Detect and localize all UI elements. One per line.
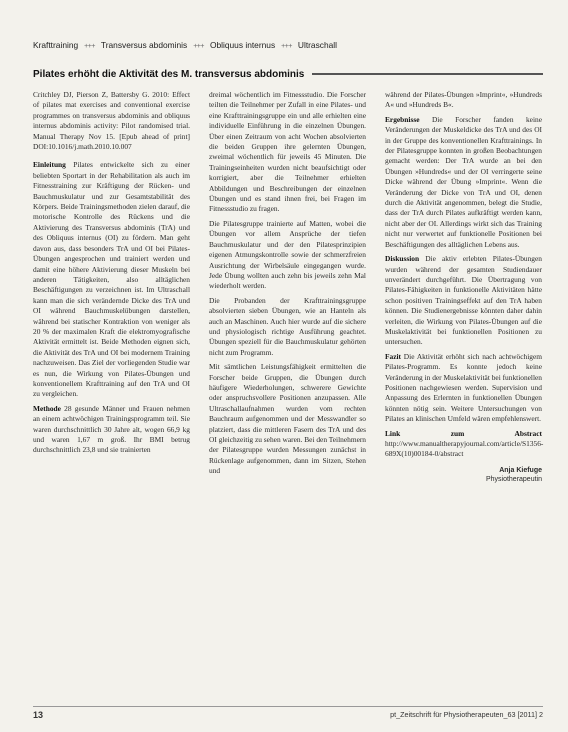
author-block xyxy=(385,466,542,484)
conclusion-text: Die Aktivität erhöht sich nach achtwöchigem Pilates-Programm. Es konnte jedoch keine Veränderung in der Muskelaktivität bei funktionellen Positionen nachgewiesen werden. Supervision und Anpassung des Erlernten in funktionellen Übungen könnten nötig sein. Weitere Untersuchungen von Pilates an klinischen Umfeld wären empfehlenswert. xyxy=(385,351,543,424)
results-paragraph xyxy=(385,115,542,250)
tag-obliquus-internus: Obliquus internus xyxy=(209,40,276,50)
paragraph: Die Pilatesgruppe trainierte auf Matten, wobei die Übungen vor allem Ansprüche der tiefen Bauchmuskulatur und der den Pilatesprinzipien eigenen Atmungskontrolle sowie der schmerzfreien Ausrichtung der Wirbelsäule eingegangen wurde. Jede Übung wollten auch zehn bis jeweils zehn Mal wiederholt werden. xyxy=(209,218,366,291)
conclusion-paragraph xyxy=(385,352,542,425)
author-role: Physiotherapeutin xyxy=(485,475,542,483)
column-3 xyxy=(385,90,542,484)
methods-text: 28 gesunde Männer und Frauen nehmen an einem achtwöchigen Trainingsprogramm teil. Sie waren durchschnittlich 30 Jahre alt, wogen 66,9 kg und waren 1,67 m groß. Ihr BMI betrug durchschnittlich 23,8 und sie trainierten xyxy=(33,403,190,455)
tag-transversus-abdominis: Transversus abdominis xyxy=(100,40,188,50)
results-heading: Ergebnisse xyxy=(385,114,420,124)
column-2 xyxy=(209,90,366,481)
author-name: Anja Kiefuge xyxy=(499,466,542,474)
tag-krafttraining: Krafttraining xyxy=(33,40,79,50)
methods-heading: Methode xyxy=(33,403,61,413)
results-text: Die Forscher fanden keine Veränderungen der Muskeldicke des TrA und des OI in der Gruppe des konventionellen Krafttrainings. In der Pilatesgruppe konnten in großen Beobachtungen gemacht werden: Der TrA wurde an bei den Übungen »Hundreds« und der OI verringerte seine Dicke während der Übung »Imprint«. Wenn die Veränderung der Dicke von TrA und OI, denen durch die Aktivität angenommen, belegt die Studie, dass der TrA durch Pilates aufkräftigt werden kann, nicht aber der OI. Allerdings wirkt sich das Training nicht nur verwertet auf funktionelle Positionen bei Beschäftigungen des alltäglichen Lebens aus. xyxy=(385,114,542,249)
link-heading: Link zum Abstract xyxy=(385,428,542,438)
tag-separator: +++ xyxy=(84,43,95,50)
methods-paragraph xyxy=(33,404,190,456)
discussion-text: Die aktiv erlebten Pilates-Übungen wurden während der gesamten Studiendauer unverändert durchgeführt. Die Übertragung von Pilates-Fähigkeiten in funktionelle Aktivitäten hätte schon positiven Trainingseffekt auf den TrA haben können. Die Studienergebnisse könnten daher dahin verleiten, die Wirkung von Pilates-Übungen auf die Muskelaktivität bei funktionellen Positionen zu untersuchen. xyxy=(385,254,542,347)
tag-separator: +++ xyxy=(281,43,292,50)
discussion-heading: Diskussion xyxy=(385,254,420,264)
paragraph: während der Pilates-Übungen »Imprint«, »Hundreds A« und »Hundreds B«. xyxy=(385,90,542,110)
headline-rule xyxy=(312,73,543,75)
topic-tags xyxy=(33,40,543,50)
tag-separator: +++ xyxy=(193,43,204,50)
tag-ultraschall: Ultraschall xyxy=(297,40,338,50)
conclusion-heading: Fazit xyxy=(385,351,402,361)
link-paragraph xyxy=(385,429,542,460)
column-1 xyxy=(33,90,190,460)
paragraph: Mit sämtlichen Leistungsfähigkeit ermittelten die Forscher beide Gruppen, die Übungen durch häufigere Wiederholungen, schwerere Gewichte oder anspruchsvollere Positionen anzupassen. Alle Ultraschallaufnahmen wurden vom rechten Bauchraum aufgenommen und der Messwandler so platziert, dass die mittleren Fasern des TrA und des OI gleichzeitig zu sehen waren. Bei den Teilnehmern der Pilatesgruppe wurden Messungen zunächst in Rückenlage aufgenommen, dann im Sitzen, Stehen und xyxy=(209,362,366,476)
intro-text: Pilates entwickelte sich zu einer beliebten Sportart in der Rehabilitation als auch im Fitnesstraining zur Kräftigung der Rücken- und Bauchmuskulatur und zur Gesamtstabilität des Körpers. Beide Trainingsmethoden zielen darauf, die motorische Kontrolle des Rückens und die Aktivierung des Transversus abdominis (TrA) und des Obliquus internus (OI) zu fördern. Man geht davon aus, dass besonders TrA und OI bei Pilates-Übungen angesprochen und trainiert werden und damit eine höhere Aktivierung dieser Muskeln bei anderen Tätigkeiten, also alltäglichen Beschäftigungen zu verzeichnen ist. Im Ultraschall kann man die sich verändernde Dicke des TrA und OI während Bauchmuskelübungen darstellen, während bei statischer Kontraktion von weniger als 20 % der maximalen Kraft die elektromyografische Aktivität ermittelt ist. Beide Methoden eignen sich, die Aktivität des TrA und OI bei modernem Training nachzuweisen. Das Ziel der vorliegenden Studie war es nun, die Wirkung von Pilates-Übungen und konventionellem Krafttraining auf den TrA und OI zu vergleichen. xyxy=(33,160,190,399)
journal-info: pt_Zeitschrift für Physiotherapeuten_63 [2011] 2 xyxy=(390,710,543,719)
intro-paragraph xyxy=(33,160,190,399)
article-headline xyxy=(33,66,543,82)
discussion-paragraph xyxy=(385,254,542,348)
paragraph: Die Probanden der Krafttrainingsgruppe absolvierten sieben Übungen, wie an Hanteln als auch an Maschinen. Auch hier wurde auf die sichere und physiologisch richtige Ausführung geachtet. Übungen speziell für die Bauchmuskulatur gehörten nicht zum Programm. xyxy=(209,295,366,357)
intro-heading: Einleitung xyxy=(33,160,66,170)
paragraph: dreimal wöchentlich im Fitnessstudio. Die Forscher teilten die Teilnehmer per Zufall in eine Pilates- und eine Krafttrainingsgruppe ein und alle erhielten eine individuelle Einführung in die einzelnen Übungen. Über einen Zeitraum von acht Wochen absolvierten die beiden Gruppen ihre gelernten Übungen, zweimal wöchentlich für jeweils 45 Minuten. Die Trainingseinheiten wurden nicht beaufsichtigt oder korrigiert, aber die Teilnehmer erhielten Abbildungen und Beschreibungen der einzelnen Übungen und es stand ihnen frei, bei Fragen im Fitnessstudio zu fragen. xyxy=(209,90,366,214)
reference-citation: Critchley DJ, Pierson Z, Battersby G. 2010: Effect of pilates mat exercises and conventional exercise programmes on transversus abdominis and obliquus internus abdominis activity: Pilot randomised trial. Manual Therapy Nov 15. [Epub ahead of print] DOI:10.1016/j.math.2010.10.007 xyxy=(33,90,190,152)
page-footer xyxy=(33,706,543,720)
headline-text: Pilates erhöht die Aktivität des M. transversus abdominis xyxy=(33,68,305,80)
page-number: 13 xyxy=(33,710,44,720)
abstract-link[interactable]: http://www.manualtherapyjournal.com/article/S1356-689X(10)00184-0/abstract xyxy=(385,439,544,459)
